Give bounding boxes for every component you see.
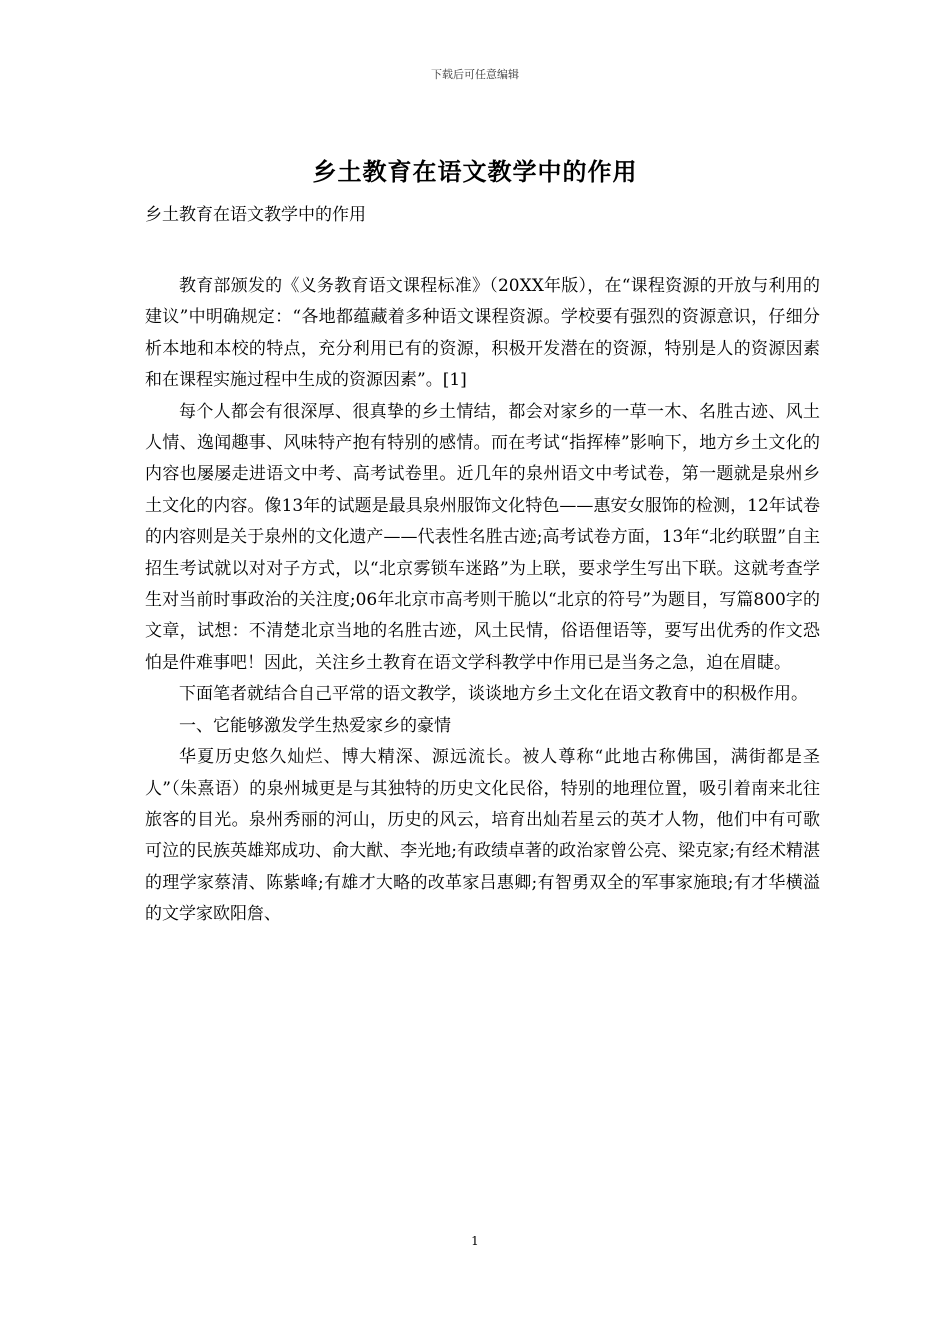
paragraph-intro: 下面笔者就结合自己平常的语文教学，谈谈地方乡土文化在语文教育中的积极作用。 (179, 684, 808, 705)
page-number: 1 (471, 1234, 479, 1248)
paragraph-curriculum-standard: 教育部颁发的《义务教育语文课程标准》（20XX年版），在“课程资源的开放与利用的建议”中明确规定：“各地都蕴藏着多种语文课程资源。学校要有强烈的资源意识，仔细分析本地和本校的特点，充分利用已有的资源，积极开发潜在的资源，特别是人的资源因素和在课程实施过程中生成的资源因素”。[1] (145, 276, 820, 391)
document-subtitle: 乡土教育在语文教学中的作用 (145, 205, 366, 225)
document-body (145, 271, 820, 931)
paragraph-history: 华夏历史悠久灿烂、博大精深、源远流长。被人尊称“此地古称佛国，满街都是圣人”（朱熹语）的泉州城更是与其独特的历史文化民俗，特别的地理位置，吸引着南来北往旅客的目光。泉州秀丽的河山，历史的风云，培育出灿若星云的英才人物，他们中有可歌可泣的民族英雄郑成功、俞大猷、李光地;有政绩卓著的政治家曾公亮、梁克家;有经术精湛的理学家蔡清、陈紫峰;有雄才大略的改革家吕惠卿;有智勇双全的军事家施琅;有才华横溢的文学家欧阳詹、 (145, 747, 820, 925)
section-heading-1: 一、它能够激发学生热爱家乡的豪情 (179, 715, 451, 736)
page-header-note: 下载后可任意编辑 (431, 68, 519, 81)
document-title: 乡土教育在语文教学中的作用 (312, 157, 638, 186)
paragraph-local-sentiment: 每个人都会有很深厚、很真挚的乡土情结，都会对家乡的一草一木、名胜古迹、风土人情、逸闻趣事、风味特产抱有特别的感情。而在考试“指挥棒”影响下，地方乡土文化的内容也屡屡走进语文中考、高考试卷里。近几年的泉州语文中考试卷，第一题就是泉州乡土文化的内容。像13年的试题是最具泉州服饰文化特色——惠安女服饰的检测，12年试卷的内容则是关于泉州的文化遗产——代表性名胜古迹;高考试卷方面，13年“北约联盟”自主招生考试就以对对子方式，以“北京雾锁车迷路”为上联，要求学生写出下联。这就考查学生对当前时事政治的关注度;06年北京市高考则干脆以“北京的符号”为题目，写篇800字的文章，试想：不清楚北京当地的名胜古迹，风土民情，俗语俚语等，要写出优秀的作文恐怕是件难事吧！因此，关注乡土教育在语文学科教学中作用已是当务之急，迫在眉睫。 (145, 401, 820, 673)
